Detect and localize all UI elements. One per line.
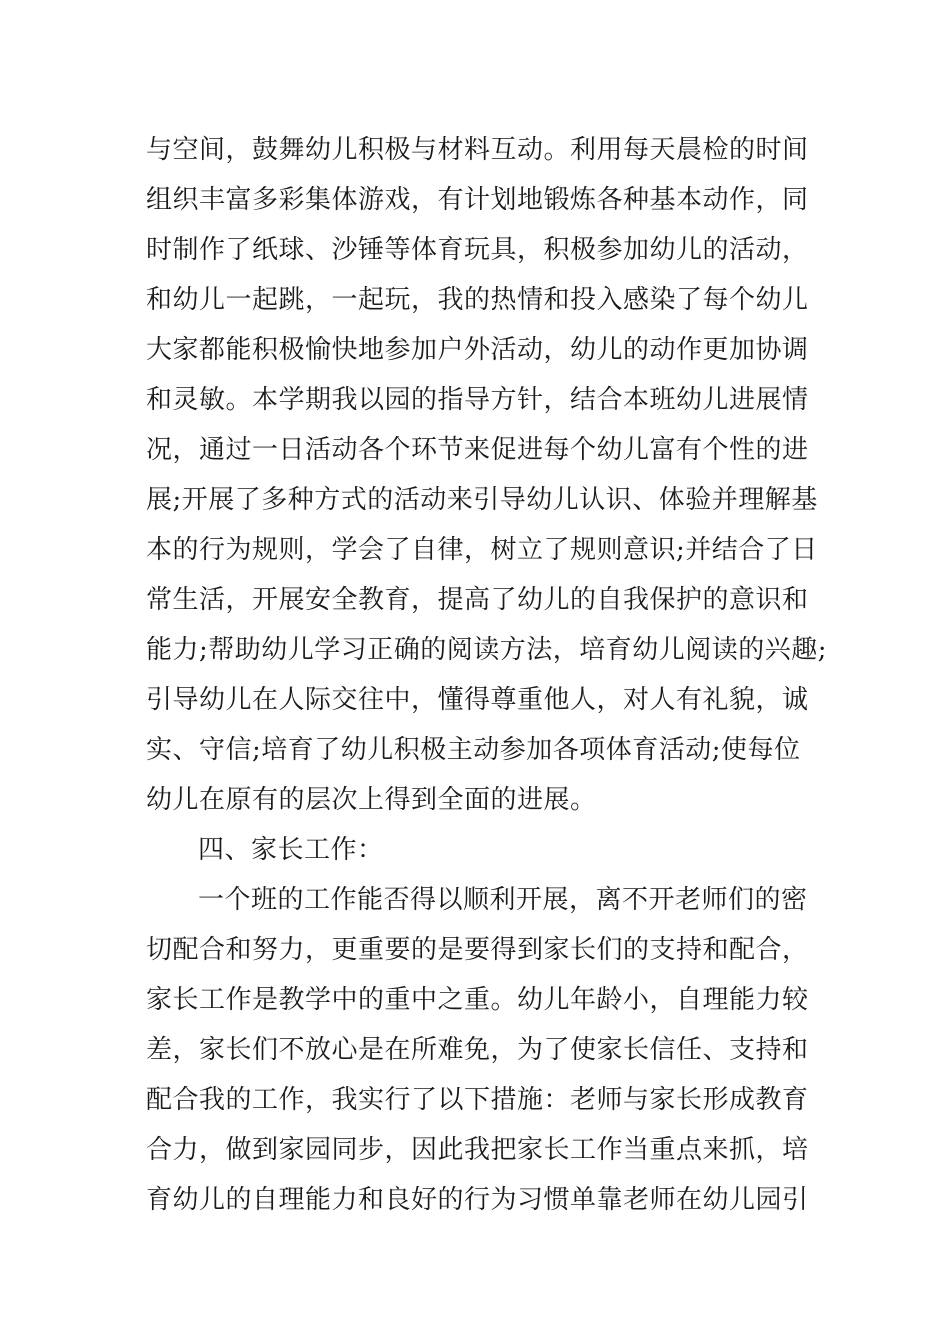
text-line: 和幼儿一起跳，一起玩，我的热情和投入感染了每个幼儿 <box>146 285 809 315</box>
text-line: 实、守信;培育了幼儿积极主动参加各项体育活动;使每位 <box>146 735 801 765</box>
text-line: 差，家长们不放心是在所难免，为了使家长信任、支持和 <box>146 1035 809 1065</box>
text-line: 育幼儿的自理能力和良好的行为习惯单靠老师在幼儿园引 <box>146 1185 809 1215</box>
text-line: 家长工作是教学中的重中之重。幼儿年龄小，自理能力较 <box>146 985 809 1015</box>
text-line: 幼儿在原有的层次上得到全面的进展。 <box>146 785 597 815</box>
text-line: 展;开展了多种方式的活动来引导幼儿认识、体验并理解基 <box>146 485 818 515</box>
text-line: 能力;帮助幼儿学习正确的阅读方法，培育幼儿阅读的兴趣; <box>146 635 828 665</box>
text-line: 一个班的工作能否得以顺利开展，离不开老师们的密 <box>198 885 808 915</box>
text-line: 况，通过一日活动各个环节来促进每个幼儿富有个性的进 <box>146 435 809 465</box>
text-line: 配合我的工作，我实行了以下措施：老师与家长形成教育 <box>146 1085 809 1115</box>
section-heading: 四、家长工作： <box>198 835 384 865</box>
text-line: 引导幼儿在人际交往中，懂得尊重他人，对人有礼貌，诚 <box>146 685 809 715</box>
text-line: 本的行为规则，学会了自律，树立了规则意识;并结合了日 <box>146 535 818 565</box>
text-line: 常生活，开展安全教育，提高了幼儿的自我保护的意识和 <box>146 585 809 615</box>
text-line: 与空间，鼓舞幼儿积极与材料互动。利用每天晨检的时间 <box>146 135 809 165</box>
text-line: 切配合和努力，更重要的是要得到家长们的支持和配合， <box>146 935 809 965</box>
text-line: 和灵敏。本学期我以园的指导方针，结合本班幼儿进展情 <box>146 385 809 415</box>
text-line: 大家都能积极愉快地参加户外活动，幼儿的动作更加协调 <box>146 335 809 365</box>
text-line: 时制作了纸球、沙锤等体育玩具，积极参加幼儿的活动， <box>146 235 809 265</box>
text-line: 组织丰富多彩集体游戏，有计划地锻炼各种基本动作，同 <box>146 185 809 215</box>
text-line: 合力，做到家园同步，因此我把家长工作当重点来抓，培 <box>146 1135 809 1165</box>
